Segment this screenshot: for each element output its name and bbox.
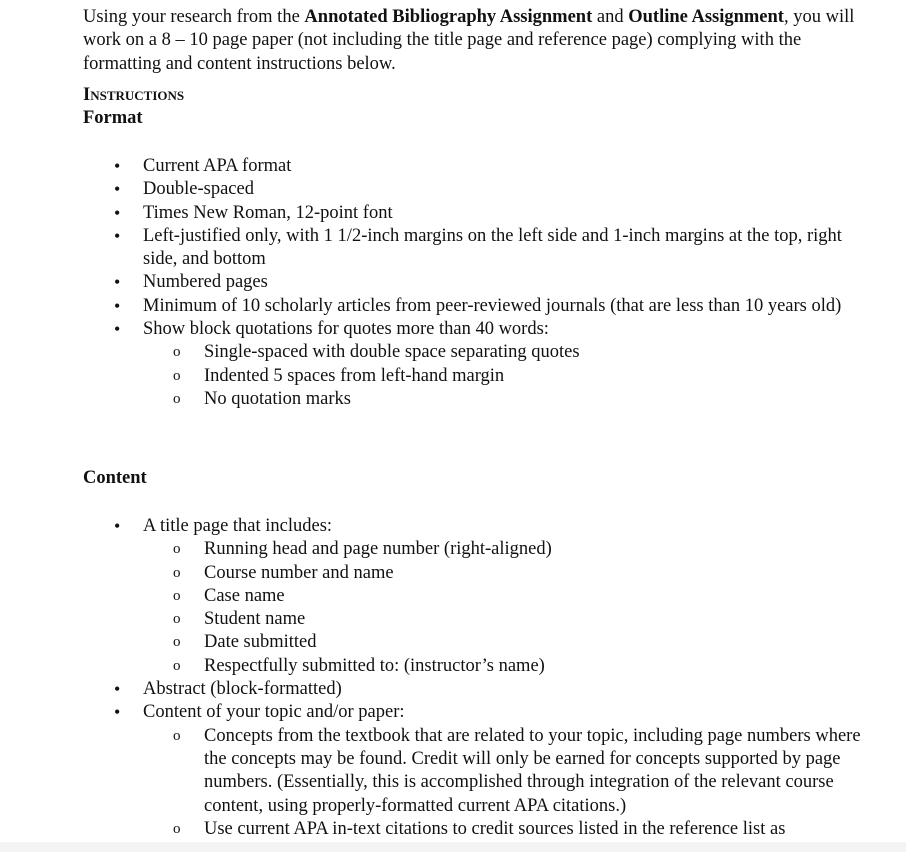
list-item-text: Show block quotations for quotes more than 40 words: <box>143 319 549 340</box>
bullet-icon: • <box>114 319 121 340</box>
sub-list-item-text: Use current APA in-text citations to credit sources listed in the reference list as <box>204 818 786 839</box>
list-item-text: Abstract (block-formatted) <box>143 679 342 700</box>
sub-list-item-text: Running head and page number (right-aligned) <box>204 539 552 560</box>
list-item <box>0 678 873 701</box>
list-item-text: Left-justified only, with 1 1/2-inch margins on the left side and 1-inch margins at the top, right side, and bottom <box>143 225 842 270</box>
circle-bullet-icon: o <box>173 657 181 674</box>
bullet-icon: • <box>114 516 121 536</box>
circle-bullet-icon: o <box>173 367 181 384</box>
intro-paragraph <box>83 6 883 76</box>
instructions-heading: Instructions <box>83 85 185 105</box>
sub-list-item <box>0 562 874 585</box>
bullet-icon: • <box>114 702 121 723</box>
bullet-icon: • <box>114 295 121 316</box>
list-item <box>0 271 873 294</box>
sub-list-item <box>0 585 874 608</box>
intro-assignment-2: Outline Assignment <box>628 7 784 27</box>
content-heading: Content <box>83 468 147 488</box>
sub-list-item <box>0 388 874 411</box>
circle-bullet-icon: o <box>173 587 181 604</box>
format-list <box>0 155 906 411</box>
bullet-icon: • <box>114 272 121 293</box>
list-item-text: Content of your topic and/or paper: <box>143 702 405 723</box>
circle-bullet-icon: o <box>173 634 181 651</box>
list-item-text: Times New Roman, 12-point font <box>143 202 393 223</box>
circle-bullet-icon: o <box>173 541 181 558</box>
intro-text-1: Using your research from the <box>83 7 305 27</box>
circle-bullet-icon: o <box>173 390 181 407</box>
list-item-text: Numbered pages <box>143 272 268 293</box>
sub-list-item-text: Single-spaced with double space separating quotes <box>204 342 580 363</box>
sub-list-item-text: Case name <box>204 585 285 606</box>
sub-list-item <box>0 538 874 561</box>
bullet-icon: • <box>114 179 121 200</box>
bullet-icon: • <box>114 156 121 176</box>
list-item <box>0 155 873 178</box>
circle-bullet-icon: o <box>173 564 181 581</box>
sub-list-item <box>0 655 874 678</box>
circle-bullet-icon: o <box>173 344 181 361</box>
sub-list-item <box>0 818 874 841</box>
bullet-icon: • <box>114 679 121 700</box>
list-item-text: Current APA format <box>143 156 292 176</box>
sub-list-item <box>0 341 874 364</box>
sub-list-item-text: Student name <box>204 609 306 630</box>
sub-list-item-text: Concepts from the textbook that are related to your topic, including page numbers where the concepts may be found. Credit will only be earned for concepts supported by page numbers. (Essentially, this is accomplished through integration of the relevant course content, using properly-formatted current APA citations.) <box>204 725 861 816</box>
list-item <box>0 701 873 724</box>
sub-list-item-text: Indented 5 spaces from left-hand margin <box>204 365 505 386</box>
bullet-icon: • <box>114 202 121 223</box>
list-item-text: Minimum of 10 scholarly articles from peer-reviewed journals (that are less than 10 years old) <box>143 295 842 316</box>
sub-list-item-text: Course number and name <box>204 562 394 583</box>
intro-assignment-1: Annotated Bibliography Assignment <box>304 7 593 27</box>
sub-list-item-text: Respectfully submitted to: (instructor’s name) <box>204 655 545 676</box>
list-item <box>0 295 873 318</box>
sub-list-item <box>0 365 874 388</box>
content-list <box>0 515 906 841</box>
list-item-text: Double-spaced <box>143 179 254 200</box>
circle-bullet-icon: o <box>173 727 181 744</box>
list-item <box>0 515 873 538</box>
bullet-icon: • <box>114 225 121 246</box>
page-bottom-edge <box>0 842 906 852</box>
sub-list-item-text: No quotation marks <box>204 388 351 409</box>
sub-list-item <box>0 608 874 631</box>
intro-text-2: and <box>592 7 629 27</box>
list-item <box>0 225 873 272</box>
format-heading: Format <box>83 108 143 128</box>
sub-list-item-text: Date submitted <box>204 632 317 653</box>
circle-bullet-icon: o <box>173 611 181 628</box>
circle-bullet-icon: o <box>173 820 181 837</box>
list-item-text: A title page that includes: <box>143 516 333 536</box>
sub-list-item <box>0 725 874 818</box>
list-item <box>0 318 873 341</box>
list-item <box>0 178 873 201</box>
list-item <box>0 202 873 225</box>
sub-list-item <box>0 631 874 654</box>
intro-text-3: , you will work on a 8 – 10 page paper (not including the title page and reference page) complying with the formatting and content instructions below. <box>83 7 855 74</box>
